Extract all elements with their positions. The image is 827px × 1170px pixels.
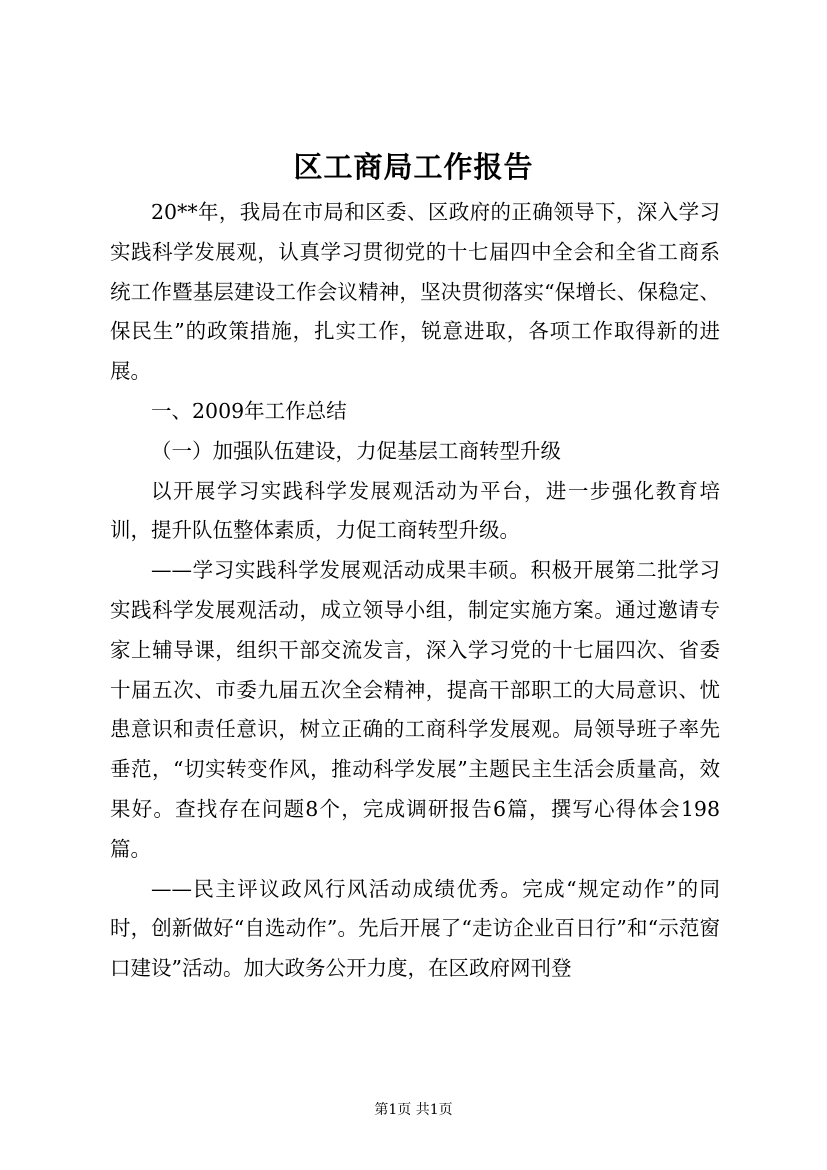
- paragraph: ——学习实践科学发展观活动成果丰硕。积极开展第二批学习实践科学发展观活动，成立领导小组，制定实施方案。通过邀请专家上辅导课，组织干部交流发言，深入学习党的十七届四次、省委十届五次、市委九届五次全会精神，提高干部职工的大局意识、忧患意识和责任意识，树立正确的工商科学发展观。局领导班子率先垂范，“切实转变作风，推动科学发展”主题民主生活会质量高，效果好。查找存在问题8个，完成调研报告6篇，撰写心得体会198篇。: [110, 558, 720, 861]
- paragraph-intro: 20**年，我局在市局和区委、区政府的正确领导下，深入学习实践科学发展观，认真学习贯彻党的十七届四中全会和全省工商系统工作暨基层建设工作会议精神，坚决贯彻落实“保增长、保稳定、保民生”的政策措施，扎实工作，锐意进取，各项工作取得新的进展。: [110, 200, 720, 384]
- section-heading: 一、2009年工作总结: [151, 398, 347, 423]
- paragraph: ——民主评议政风行风活动成绩优秀。完成“规定动作”的同时，创新做好“自选动作”。先后开展了“走访企业百日行”和“示范窗口建设”活动。加大政务公开力度，在区政府网刊登: [110, 876, 720, 981]
- subsection-heading: （一）加强队伍建设，力促基层工商转型升级: [151, 438, 561, 463]
- page-footer: 第1页 共1页: [374, 1102, 453, 1118]
- paragraph: 以开展学习实践科学发展观活动为平台，进一步强化教育培训，提升队伍整体素质，力促工商转型升级。: [110, 478, 720, 543]
- document-body: [110, 193, 720, 989]
- document-title: 区工商局工作报告: [293, 150, 534, 184]
